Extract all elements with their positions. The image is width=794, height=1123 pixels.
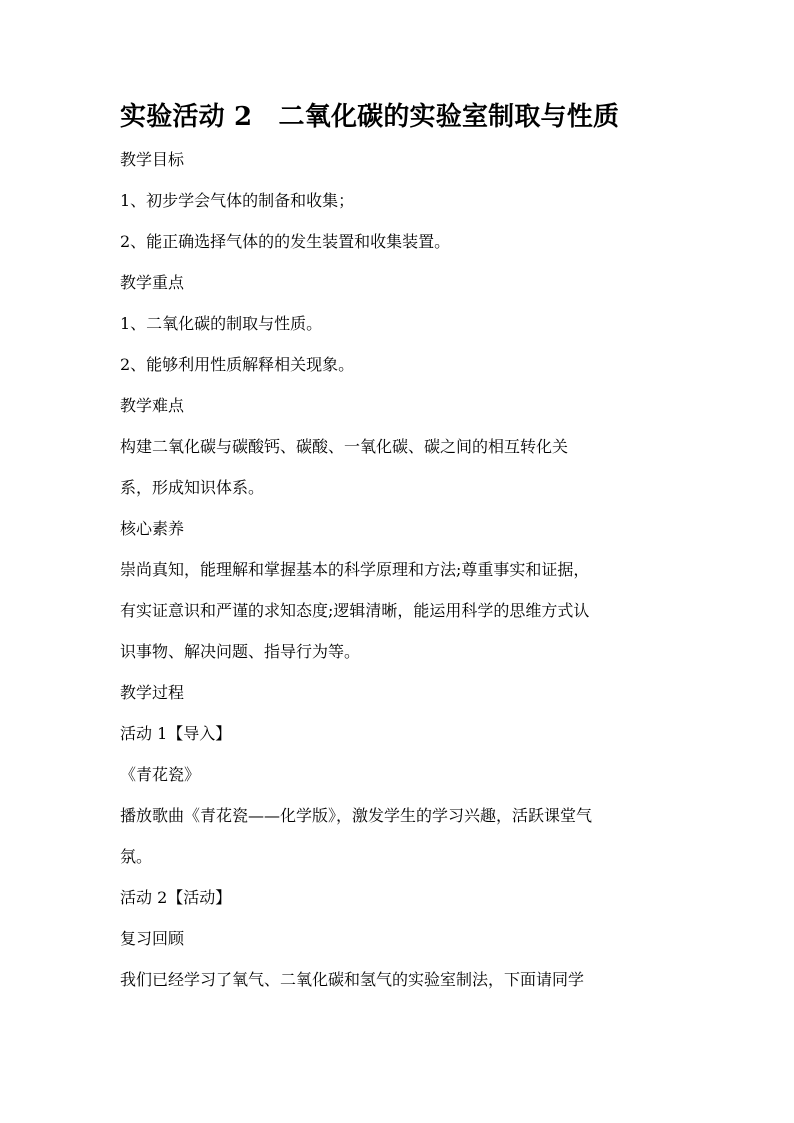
section-heading-objectives: 教学目标 — [120, 150, 185, 169]
document-title: 实验活动 2 二氧化碳的实验室制取与性质 — [120, 102, 620, 132]
section-heading-key-points: 教学重点 — [120, 273, 185, 292]
activity-2-subtitle: 复习回顾 — [120, 929, 185, 948]
objective-item-2: 2、能正确选择气体的的发生装置和收集装置。 — [120, 232, 451, 251]
activity-1-heading: 活动 1【导入】 — [120, 724, 232, 743]
activity-1-text-line-2: 氛。 — [120, 847, 153, 866]
core-literacy-line-2: 有实证意识和严谨的求知态度;逻辑清晰，能运用科学的思维方式认 — [120, 601, 590, 620]
core-literacy-line-1: 崇尚真知，能理解和掌握基本的科学原理和方法;尊重事实和证据， — [120, 560, 590, 579]
activity-2-heading: 活动 2【活动】 — [120, 888, 232, 907]
difficulty-text-line-2: 系，形成知识体系。 — [120, 478, 265, 497]
key-point-item-2: 2、能够利用性质解释相关现象。 — [120, 355, 355, 374]
section-heading-core-literacy: 核心素养 — [120, 519, 185, 538]
section-heading-difficulties: 教学难点 — [120, 396, 185, 415]
section-heading-process: 教学过程 — [120, 683, 185, 702]
core-literacy-line-3: 识事物、解决问题、指导行为等。 — [120, 642, 361, 661]
difficulty-text-line-1: 构建二氧化碳与碳酸钙、碳酸、一氧化碳、碳之间的相互转化关 — [120, 437, 569, 456]
key-point-item-1: 1、二氧化碳的制取与性质。 — [120, 314, 323, 333]
activity-1-subtitle: 《青花瓷》 — [120, 765, 201, 784]
activity-2-text-line-1: 我们已经学习了氧气、二氧化碳和氢气的实验室制法，下面请同学 — [120, 970, 585, 989]
document-page — [120, 95, 680, 1000]
objective-item-1: 1、初步学会气体的制备和收集； — [120, 191, 355, 210]
activity-1-text-line-1: 播放歌曲《青花瓷——化学版》，激发学生的学习兴趣，活跃课堂气 — [120, 806, 593, 825]
